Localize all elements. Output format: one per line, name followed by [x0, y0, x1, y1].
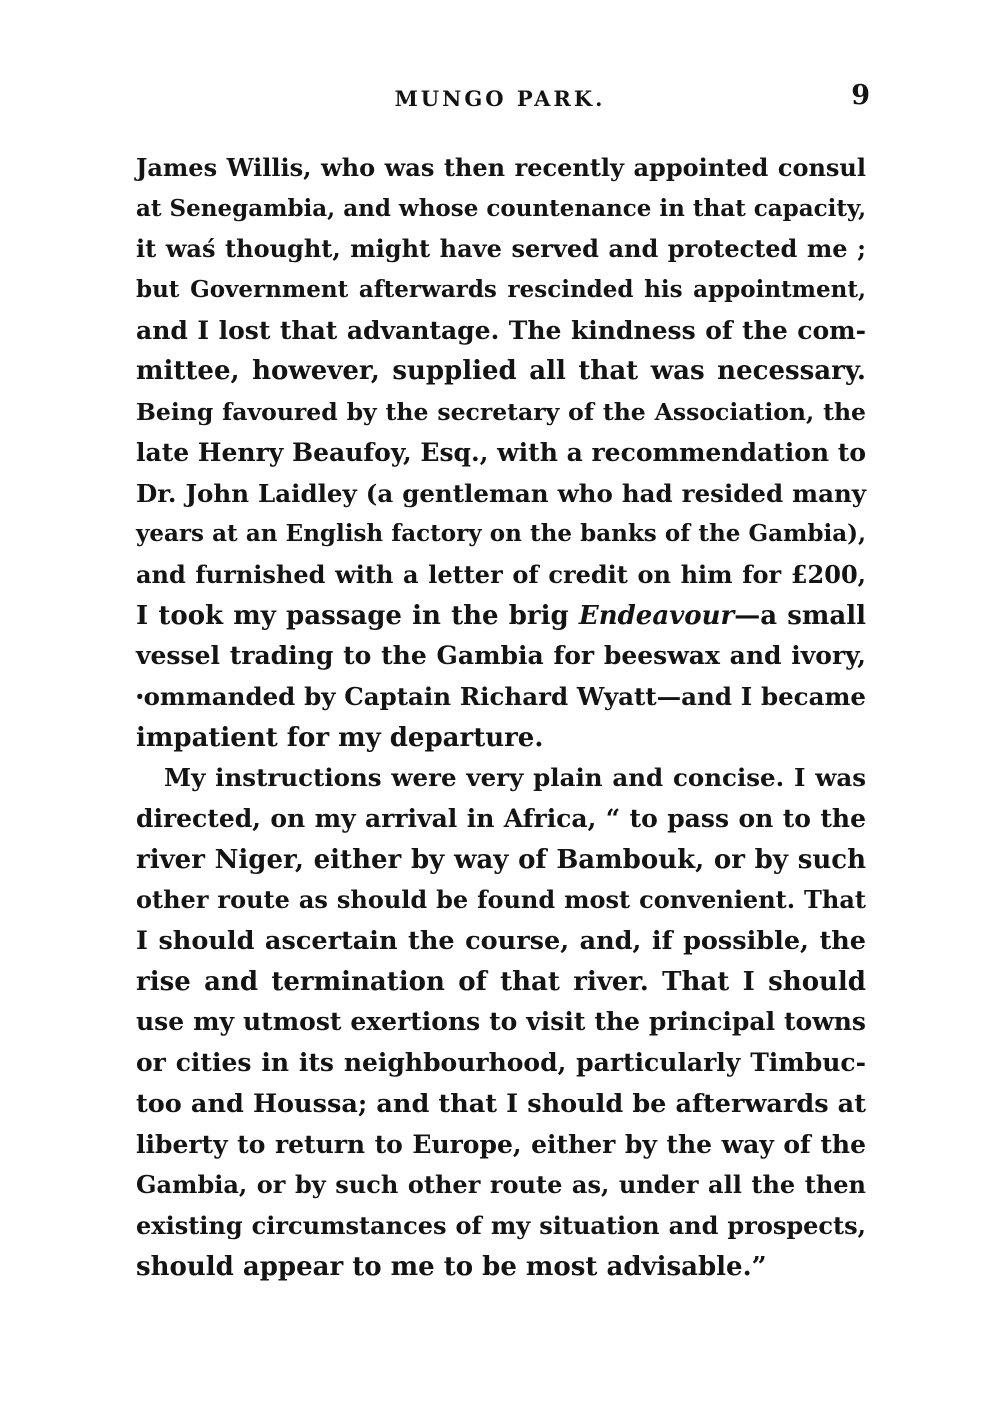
paragraph-2: [136, 758, 866, 1287]
text-line: Dr. John Laidley (a gentleman who had resided many: [136, 478, 866, 508]
text-line: impatient for my departure.: [136, 722, 544, 753]
text-line: directed, on my arrival in Africa, “ to pass on to the: [136, 804, 866, 833]
text-line: existing circumstances of my situation and prospects,: [136, 1210, 866, 1240]
text-line: it waś thought, might have served and protected me ;: [136, 234, 866, 264]
text-line: ꞏommanded by Captain Richard Wyatt—and I became: [136, 681, 866, 711]
text-line: and furnished with a letter of credit on him for £200,: [136, 559, 866, 589]
text-line: liberty to return to Europe, either by the way of the: [136, 1129, 866, 1159]
text-line: or cities in its neighbourhood, particularly Timbuc-: [136, 1048, 866, 1078]
text-line: but Government afterwards rescinded his appointment,: [136, 276, 866, 304]
text-line: river Niger, either by way of Bambouk, or by such: [136, 844, 866, 875]
text-line: mittee, however, supplied all that was necessary.: [136, 356, 866, 387]
page-number: 9: [851, 80, 870, 111]
text-line: James Willis, who was then recently appointed consul: [136, 153, 866, 182]
text-line: I should ascertain the course, and, if possible, the: [136, 926, 866, 957]
text-fragment: I took my passage in the brig: [136, 600, 579, 631]
text-fragment: —a small: [734, 600, 867, 631]
text-line: vessel trading to the Gambia for beeswax and ivory,: [136, 641, 866, 671]
text-line: should appear to me to be most advisable.”: [136, 1251, 767, 1282]
paragraph-1: [136, 148, 866, 758]
text-line: other route as should be found most convenient. That: [136, 885, 866, 915]
text-line: Being favoured by the secretary of the Association, the: [136, 398, 866, 427]
text-line: years at an English factory on the banks of the Gambia),: [136, 520, 866, 548]
text-line: at Senegambia, and whose countenance in that capacity,: [136, 194, 867, 222]
text-line: Gambia, or by such other route as, under all the then: [136, 1170, 866, 1200]
text-line: use my utmost exertions to visit the principal towns: [136, 1007, 866, 1037]
running-title: MUNGO PARK.: [394, 86, 606, 111]
text-line: rise and termination of that river. That I should: [136, 966, 866, 997]
text-line: too and Houssa; and that I should be afterwards at: [136, 1088, 866, 1119]
ship-name: Endeavour: [578, 600, 735, 631]
text-line: My instructions were very plain and concise. I was: [164, 763, 866, 793]
text-line: late Henry Beaufoy, Esq., with a recommendation to: [136, 437, 866, 467]
text-line: and I lost that advantage. The kindness of the com-: [136, 315, 866, 345]
text-line-ship-name: [136, 596, 866, 637]
body-text: [136, 148, 866, 1287]
